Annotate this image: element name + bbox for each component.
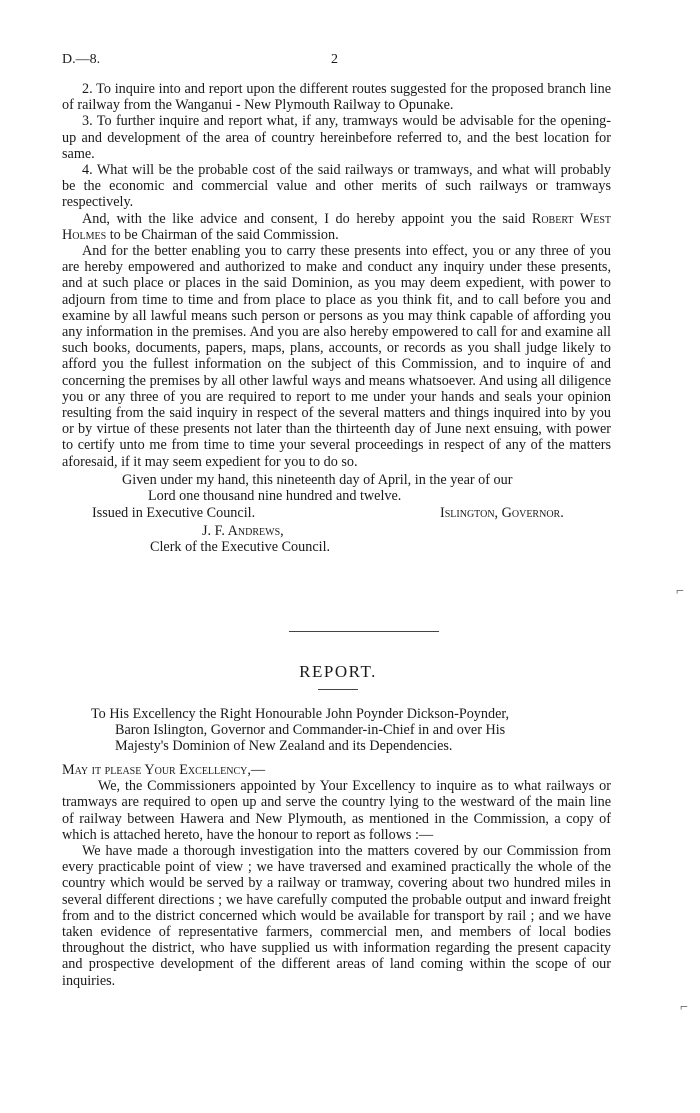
report-heading: REPORT. (299, 662, 377, 681)
page-number: 2 (331, 52, 338, 67)
report-text (62, 762, 611, 989)
paragraph-appointment (62, 211, 611, 243)
commission-text (62, 81, 611, 556)
salutation: May it please Your Excellency,— (62, 762, 266, 778)
address-line-2: Baron Islington, Governor and Commander-in-Chief in and over His (115, 722, 506, 739)
page-header (62, 52, 638, 72)
paragraph-powers: And for the better enabling you to carry these presents into effect, you or any three of you are hereby empowered and authorized to make and conduct any inquiry under these presents, and at such place or places in the said Dominion, as you may deem expedient, with power to adjourn from time to time and from place to place as you think fit, and to call before you and examine by all lawful means such person or persons as you may think capable of affording you any information in the premises. And you are also hereby empowered to call for and examine all such books, documents, papers, maps, plans, accounts, or records as you shall judge likely to afford you the fullest information on the subject of this Commission, and to inquire of and concerning the premises by all other lawful ways and means whatsoever. And using all diligence you or any three of you are required to report to me under your hands and seals your opinion resulting from the said inquiry in respect of the several matters and things inquired into by you or by virtue of these presents not later than the thirteenth day of June next ensuing, with power to certify unto me from time to time your several proceedings in respect of any of the matters aforesaid, if it may seem expedient for you to do so. (62, 243, 611, 470)
margin-mark-icon: ⌐ (680, 1000, 688, 1015)
address-line-3: Majesty's Dominion of New Zealand and its Dependencies. (115, 738, 453, 755)
given-line-2: Lord one thousand nine hundred and twelve. (148, 488, 402, 505)
given-clause (122, 472, 622, 504)
chairman-name: Robert West Holmes (62, 210, 611, 243)
appointment-text-after: to be Chairman of the said Commission. (106, 226, 339, 243)
paragraph-tramways: 3. To further inquire and report what, if any, tramways would be advisable for the opening-up and development of the area of country hereinbefore referred to, and the best location for same. (62, 113, 611, 162)
margin-mark-icon: ⌐ (676, 584, 684, 599)
clerk-title: Clerk of the Executive Council. (150, 539, 331, 556)
appointment-text-before: And, with the like advice and consent, I do hereby appoint you the said (82, 210, 532, 227)
clerk-name: J. F. Andrews, (202, 523, 284, 540)
address-line-1: To His Excellency the Right Honourable John Poynder Dickson-Poynder, (91, 706, 510, 722)
given-line-1: Given under my hand, this nineteenth day of April, in the year of our (122, 471, 513, 488)
section-divider (289, 631, 439, 632)
report-paragraph-1: We, the Commissioners appointed by Your Excellency to inquire as to what railways or tramways are required to open up and serve the country lying to the westward of the main line of railway between Hawera and New Plymouth, as mentioned in the Commission, a copy of which is attached hereto, have the honour to report as follows :— (62, 778, 611, 843)
report-paragraph-2: We have made a thorough investigation into the matters covered by our Commission from every practicable point of view ; we have traversed and examined practically the whole of the country which would be served by a railway or tramway, covering about two hundred miles in several different directions ; we have carefully computed the probable output and inward freight from and to the district concerned which would be available for transport by rail ; and we have taken evidence of representative farmers, commercial men, and members of local bodies throughout the district, who have supplied us with information regarding the present capacity and prospective development of the different areas of land coming within the scope of our inquiries. (62, 843, 611, 989)
heading-underline (318, 689, 358, 690)
governor-signature: Islington, Governor. (440, 505, 564, 522)
issued-statement: Issued in Executive Council. (92, 505, 256, 522)
document-reference: D.—8. (62, 52, 101, 67)
report-address (91, 706, 610, 755)
paragraph-routes: 2. To inquire into and report upon the different routes suggested for the proposed branch line of railway from the Wanganui - New Plymouth Railway to Opunake. (62, 81, 611, 114)
paragraph-cost: 4. What will be the probable cost of the said railways or tramways, and what will probably be the economic and commercial value and other merits of such railways or tramways respectively. (62, 162, 611, 211)
signature-row (62, 505, 611, 523)
